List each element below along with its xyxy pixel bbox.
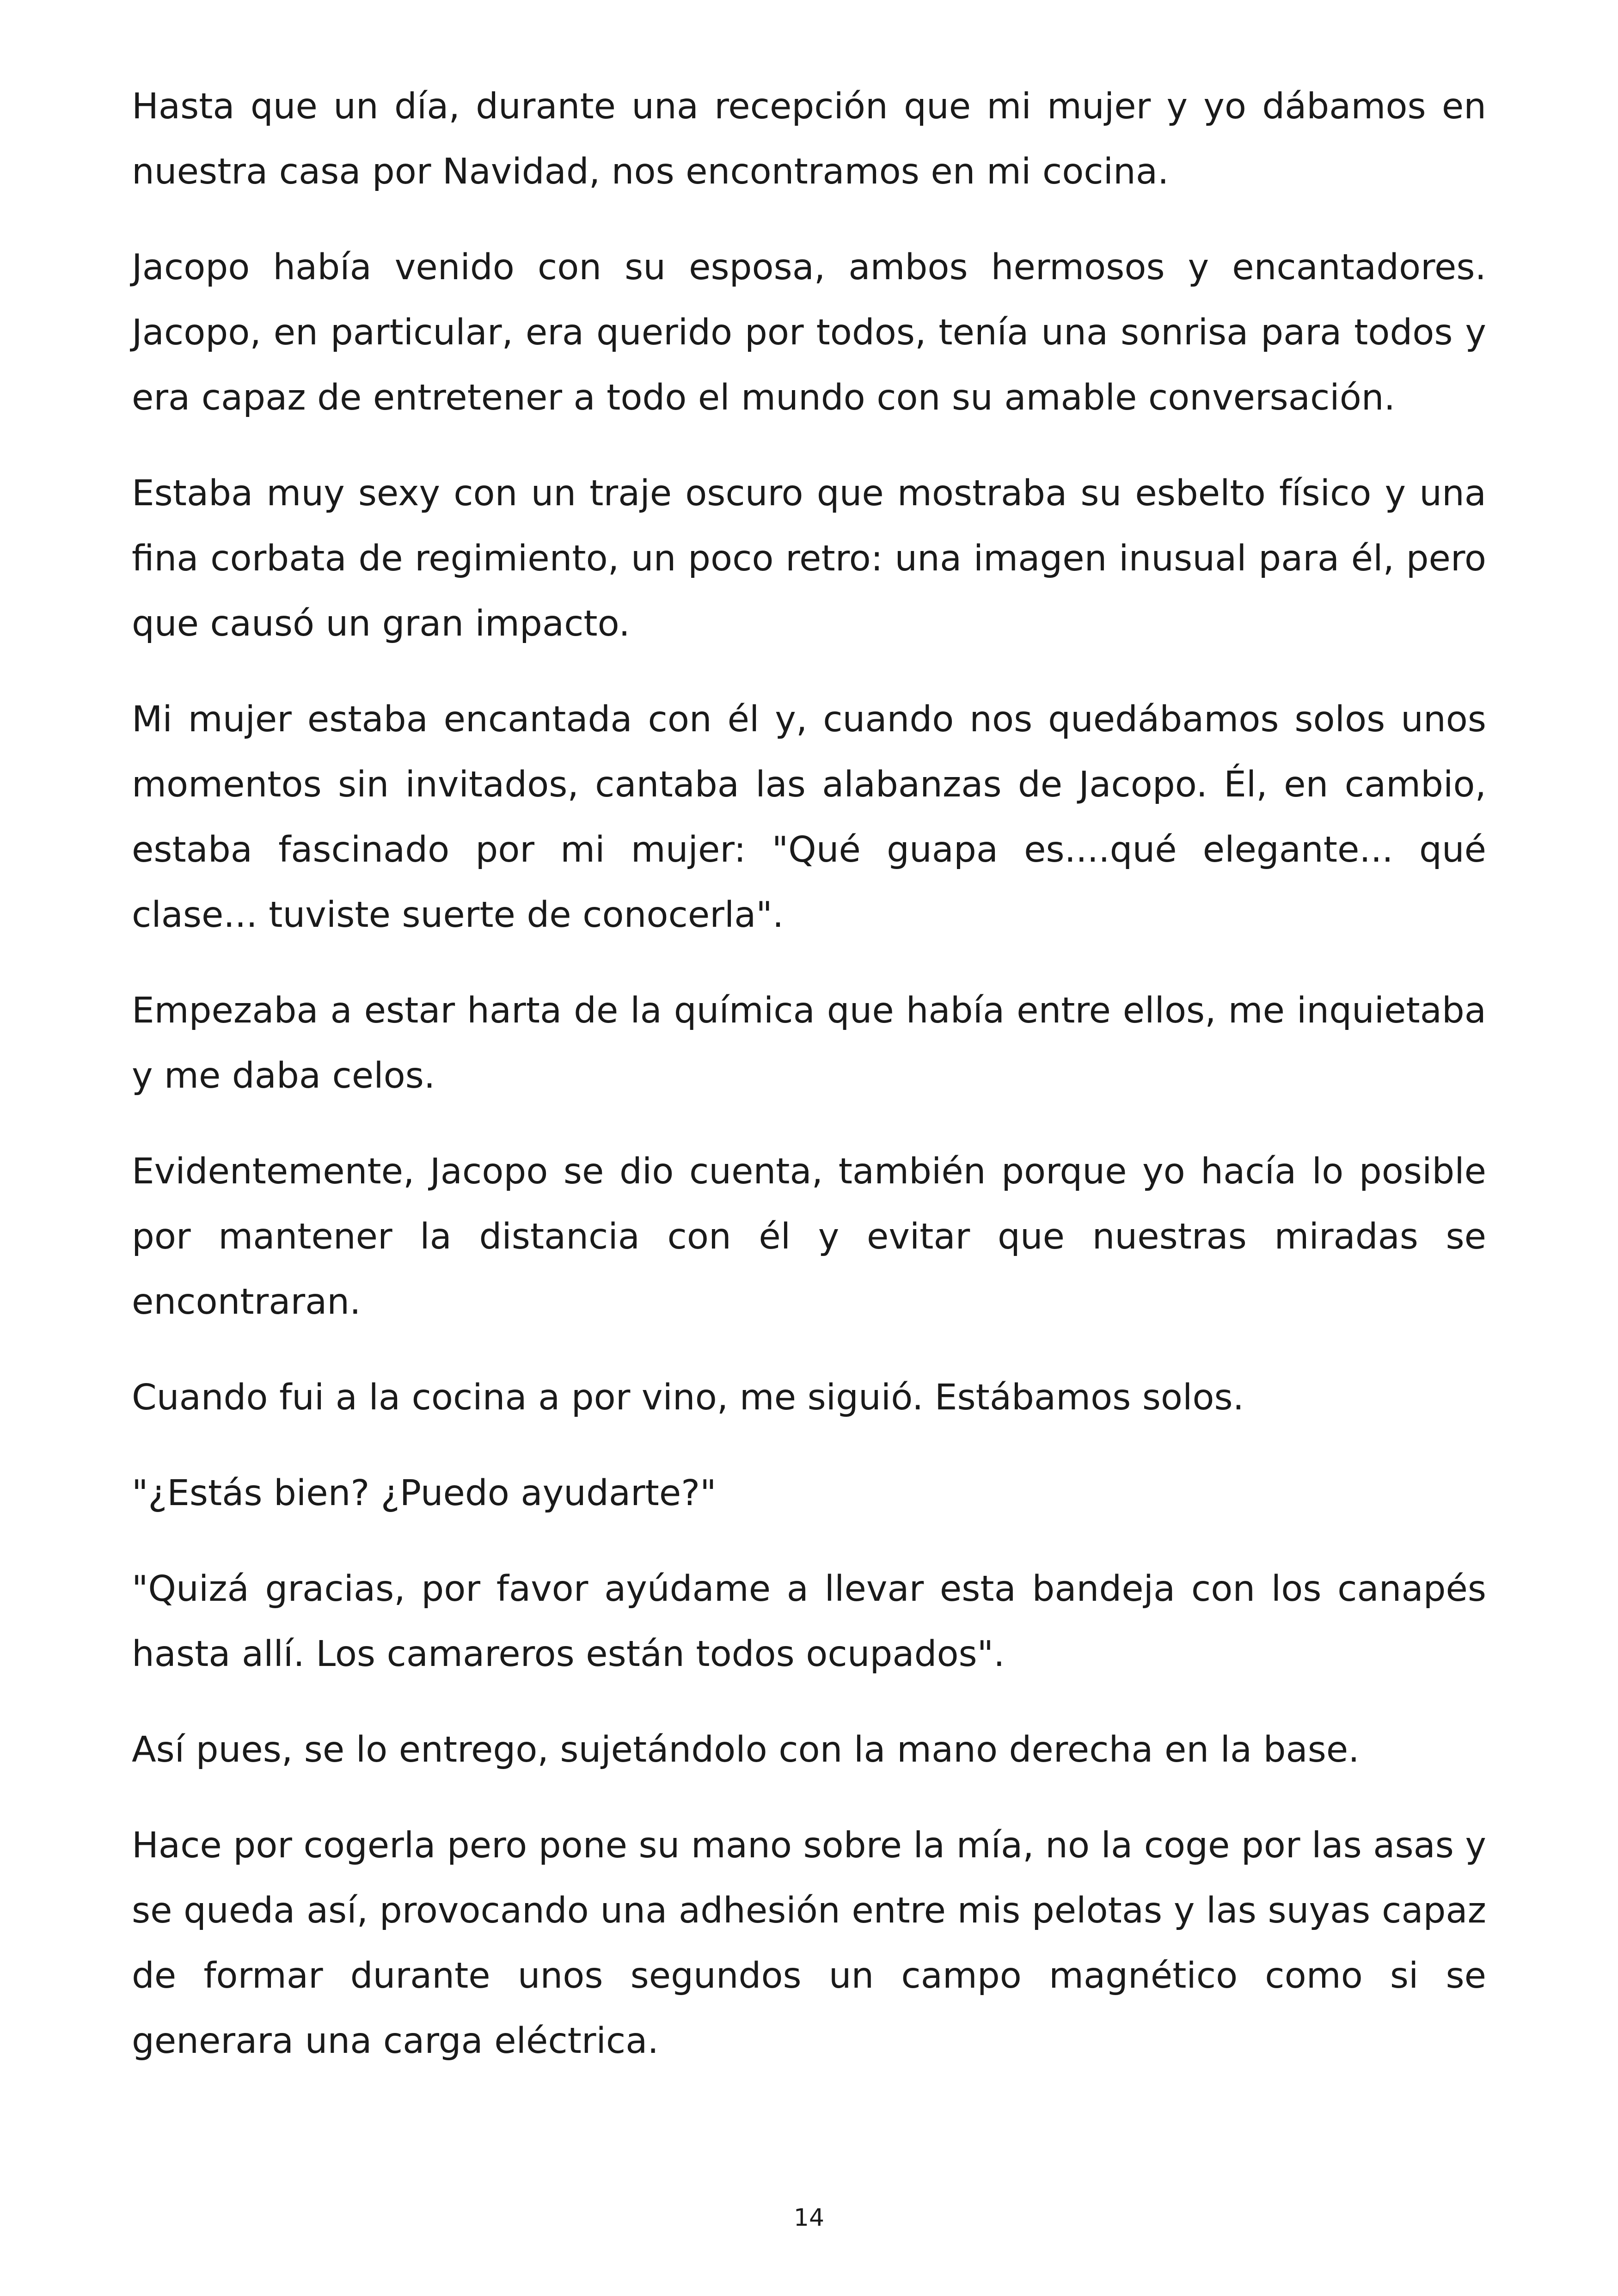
paragraph-10: Así pues, se lo entrego, sujetándolo con la mano derecha en la base. xyxy=(132,1729,1360,1770)
paragraph-6: Evidentemente, Jacopo se dio cuenta, también porque yo hacía lo posible por mantener la distancia con él y evitar que nuestras miradas se encontraran. xyxy=(132,1151,1486,1322)
paragraph-3: Estaba muy sexy con un traje oscuro que mostraba su esbelto físico y una fina corbata de regimiento, un poco retro: una imagen inusual para él, pero que causó un gran impacto. xyxy=(132,473,1486,644)
paragraph-9: "Quizá gracias, por favor ayúdame a llevar esta bandeja con los canapés hasta allí. Los camareros están todos ocupados". xyxy=(132,1568,1486,1675)
paragraph-1: Hasta que un día, durante una recepción que mi mujer y yo dábamos en nuestra casa por Navidad, nos encontramos en mi cocina. xyxy=(132,86,1486,192)
paragraph-5: Empezaba a estar harta de la química que había entre ellos, me inquietaba y me daba celos. xyxy=(132,990,1486,1096)
paragraph-7: Cuando fui a la cocina a por vino, me siguió. Estábamos solos. xyxy=(132,1377,1244,1418)
paragraph-11: Hace por cogerla pero pone su mano sobre la mía, no la coge por las asas y se queda así, provocando una adhesión entre mis pelotas y las suyas capaz de formar durante unos segundos un campo magnético como si se generara una carga eléctrica. xyxy=(132,1825,1486,2062)
paragraph-8: "¿Estás bien? ¿Puedo ayudarte?" xyxy=(132,1473,717,1514)
text-body xyxy=(132,74,1486,2104)
paragraph-2: Jacopo había venido con su esposa, ambos hermosos y encantadores. Jacopo, en particular, era querido por todos, tenía una sonrisa para todos y era capaz de entretener a todo el mundo con su amable conversación. xyxy=(132,247,1486,418)
paragraph-4: Mi mujer estaba encantada con él y, cuando nos quedábamos solos unos momentos sin invitados, cantaba las alabanzas de Jacopo. Él, en cambio, estaba fascinado por mi mujer: "Qué guapa es....qué elegante... qué clase... tuviste suerte de conocerla". xyxy=(132,699,1486,936)
page-number: 14 xyxy=(793,2204,825,2232)
